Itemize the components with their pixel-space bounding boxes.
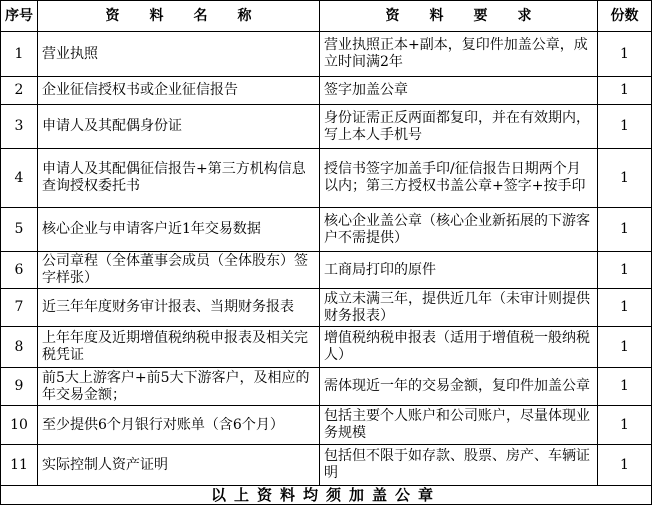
row-index: 8 [1, 327, 38, 368]
row-requirement: 签字加盖公章 [320, 77, 598, 105]
header-row [1, 1, 652, 32]
table-row [1, 252, 652, 289]
row-copies: 1 [598, 406, 652, 445]
row-index: 11 [1, 445, 38, 486]
row-index: 10 [1, 406, 38, 445]
row-copies: 1 [598, 445, 652, 486]
row-index: 4 [1, 149, 38, 208]
header-requirement: 资料要求 [320, 1, 598, 32]
table-row [1, 445, 652, 486]
row-copies: 1 [598, 32, 652, 77]
row-requirement: 需体现近一年的交易金额，复印件加盖公章 [320, 368, 598, 406]
row-index: 7 [1, 289, 38, 327]
row-requirement: 工商局打印的原件 [320, 252, 598, 289]
row-name: 前5大上游客户+前5大下游客户，及相应的年交易金额； [38, 368, 320, 406]
row-name: 企业征信授权书或企业征信报告 [38, 77, 320, 105]
row-name: 上年年度及近期增值税纳税申报表及相关完税凭证 [38, 327, 320, 368]
header-copies: 份数 [598, 1, 652, 32]
row-name: 核心企业与申请客户近1年交易数据 [38, 208, 320, 252]
row-requirement: 营业执照正本+副本，复印件加盖公章，成立时间满2年 [320, 32, 598, 77]
row-copies: 1 [598, 149, 652, 208]
row-name: 实际控制人资产证明 [38, 445, 320, 486]
row-index: 2 [1, 77, 38, 105]
row-requirement: 包括但不限于如存款、股票、房产、车辆证明 [320, 445, 598, 486]
row-requirement: 授信书签字加盖手印/征信报告日期两个月以内；第三方授权书盖公章+签字+按手印 [320, 149, 598, 208]
row-name: 营业执照 [38, 32, 320, 77]
row-requirement: 成立未满三年，提供近几年（未审计则提供财务报表） [320, 289, 598, 327]
row-requirement: 身份证需正反两面都复印，并在有效期内，写上本人手机号 [320, 105, 598, 149]
row-name: 申请人及其配偶征信报告+第三方机构信息查询授权委托书 [38, 149, 320, 208]
table-row [1, 327, 652, 368]
table-row [1, 105, 652, 149]
table-row [1, 289, 652, 327]
row-index: 9 [1, 368, 38, 406]
header-name: 资料名称 [38, 1, 320, 32]
row-requirement: 核心企业盖公章（核心企业新拓展的下游客户不需提供） [320, 208, 598, 252]
table-row [1, 208, 652, 252]
row-copies: 1 [598, 105, 652, 149]
row-copies: 1 [598, 327, 652, 368]
row-copies: 1 [598, 208, 652, 252]
row-requirement: 增值税纳税申报表（适用于增值税一般纳税人） [320, 327, 598, 368]
row-copies: 1 [598, 252, 652, 289]
row-index: 5 [1, 208, 38, 252]
table-row [1, 149, 652, 208]
row-requirement: 包括主要个人账户和公司账户，尽量体现业务规模 [320, 406, 598, 445]
footer-row [1, 486, 652, 505]
table-row [1, 32, 652, 77]
row-index: 6 [1, 252, 38, 289]
row-copies: 1 [598, 289, 652, 327]
row-index: 1 [1, 32, 38, 77]
table-row [1, 77, 652, 105]
table-row [1, 406, 652, 445]
row-name: 至少提供6个月银行对账单（含6个月） [38, 406, 320, 445]
header-index: 序号 [1, 1, 38, 32]
footer-note: 以上资料均须加盖公章 [1, 486, 652, 505]
row-index: 3 [1, 105, 38, 149]
row-name: 近三年年度财务审计报表、当期财务报表 [38, 289, 320, 327]
table-row [1, 368, 652, 406]
row-name: 申请人及其配偶身份证 [38, 105, 320, 149]
row-copies: 1 [598, 77, 652, 105]
row-copies: 1 [598, 368, 652, 406]
row-name: 公司章程（全体董事会成员（全体股东）签字样张） [38, 252, 320, 289]
